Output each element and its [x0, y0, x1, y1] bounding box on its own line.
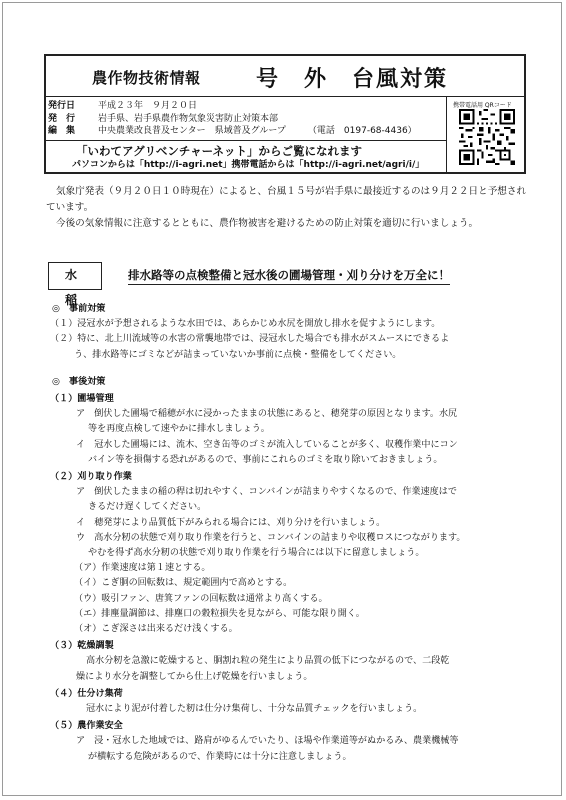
section-heading: 排水路等の点検整備と冠水後の圃場管理・刈り分けを万全に！ — [128, 267, 450, 285]
list-item: ア 倒伏した圃場で稲穂が水に浸かったままの状態にあると、穂発芽の原因となります。水尻 — [76, 409, 458, 420]
subsection-title: （１）圃場管理 — [50, 394, 114, 405]
list-item: ア 浸・冠水した地域では、路肩がゆるんでいたり、ほ場や作業道等がぬかるみ、農業機械等 — [76, 736, 459, 747]
list-item: （２）特に、北上川流域等の水害の常襲地帯では、浸冠水した場合でも排水がスムースにできるよ — [50, 334, 450, 345]
sub-list-item: （イ）こぎ胴の回転数は、規定範囲内で高めとする。 — [74, 578, 293, 589]
issue-meta — [48, 100, 417, 138]
list-item: ウ 高水分籾の状態で刈り取り作業を行うと、コンバインの詰まりや収穫ロスにつながります。 — [76, 532, 466, 543]
sub-list-item: （ウ）吸引ファン、唐箕ファンの回転数は通常より高くする。 — [74, 593, 328, 604]
subsection-title: （３）乾燥調製 — [50, 641, 114, 652]
sub-list-item: （ア）作業速度は第１速とする。 — [74, 563, 211, 574]
qr-label: 携帯電話用 QRコード — [453, 102, 512, 109]
qr-panel — [446, 96, 525, 172]
subsection-title: （２）刈り取り作業 — [50, 472, 132, 483]
list-item-cont: バイン等を損傷する恐れがあるので、事前にこれらのゴミを取り除いておきましょう。 — [88, 454, 443, 465]
intro-paragraph: 気象庁発表（９月２０日１０時現在）によると、台風１５号が岩手県に最接近するのは９月２２日と予想されています。 — [46, 186, 527, 213]
paragraph: 高水分籾を急激に乾燥すると、胴割れ粒の発生により品質の低下につながるので、二段乾 — [86, 656, 450, 667]
list-item: （１）浸冠水が予想されるような水田では、あらかじめ水尻を開放し排水を促すようにします。 — [50, 319, 441, 330]
phone-number: （電話 0197-68-4436） — [307, 126, 417, 136]
header-box — [44, 54, 526, 174]
list-item-cont: 等を再度点検して速やかに排水しましょう。 — [88, 424, 270, 435]
list-item: イ 冠水した圃場には、流木、空き缶等のゴミが流入していることが多く、収穫作業中にコン — [76, 439, 458, 450]
paragraph-cont: 燥により水分を調整してから仕上げ乾燥を行いましょう。 — [76, 671, 313, 682]
sub-list-item: （エ）排塵量調節は、排塵口の穀粒損失を見ながら、可能な限り開く。 — [74, 608, 365, 619]
intro-paragraph: 今後の気象情報に注意するとともに、農作物被害を避けるための防止対策を適切に行いましょう。 — [56, 218, 479, 229]
meta-publisher: 発 行 岩手県、岩手県農作物気象災害防止対策本部 — [48, 113, 279, 124]
list-item-cont: やむを得ず高水分籾の状態で刈り取り作業を行う場合には以下に留意しましょう。 — [88, 548, 425, 559]
subsection-title: （５）農作業安全 — [50, 721, 123, 732]
meta-divider — [46, 140, 446, 141]
bulletin-name: 農作物技術情報 — [92, 69, 201, 87]
sub-list-item: （オ）こぎ深さは出来るだけ浅くする。 — [74, 624, 238, 635]
crop-label: 水 稲 — [48, 262, 102, 290]
intro-text — [46, 184, 528, 232]
list-item: イ 穂発芽により品質低下がみられる場合には、刈り分けを行いましょう。 — [76, 517, 386, 528]
meta-editor: 編 集 中央農業改良普及センター 県域普及グループ （電話 0197-68-4436） — [48, 126, 417, 136]
list-item-cont: う、排水路等にゴミなどが詰まっていないか事前に点検・整備をしてください。 — [74, 349, 402, 360]
list-item-cont: が横転する危険があるので、作業時には十分に注意しましょう。 — [88, 751, 352, 762]
website-notice: 「いわてアグリベンチャーネット」からご覧になれます — [76, 144, 363, 158]
section-title-pre: ◎ 事前対策 — [52, 304, 106, 314]
section-title-post: ◎ 事後対策 — [52, 376, 106, 387]
website-urls: パソコンからは「http://i-agri.net」携帯電話からは「http://i-agri.net/agri/i/」 — [72, 160, 425, 170]
list-item: ア 倒伏したままの稲の稈は切れやすく、コンバインが詰まりやすくなるので、作業速度はで — [76, 487, 457, 498]
page-title: 号 外 台風対策 — [256, 67, 449, 92]
list-item-cont: きるだけ遅くしてください。 — [88, 502, 207, 513]
paragraph: 冠水により泥が付着した籾は仕分け集荷し、十分な品質チェックを行いましょう。 — [86, 704, 423, 715]
qr-code-icon[interactable] — [459, 109, 515, 165]
title-row — [46, 56, 524, 97]
meta-date: 発行日 平成２３年 ９月２０日 — [48, 101, 198, 111]
main-content — [50, 302, 526, 765]
subsection-title: （４）仕分け集荷 — [50, 688, 123, 699]
